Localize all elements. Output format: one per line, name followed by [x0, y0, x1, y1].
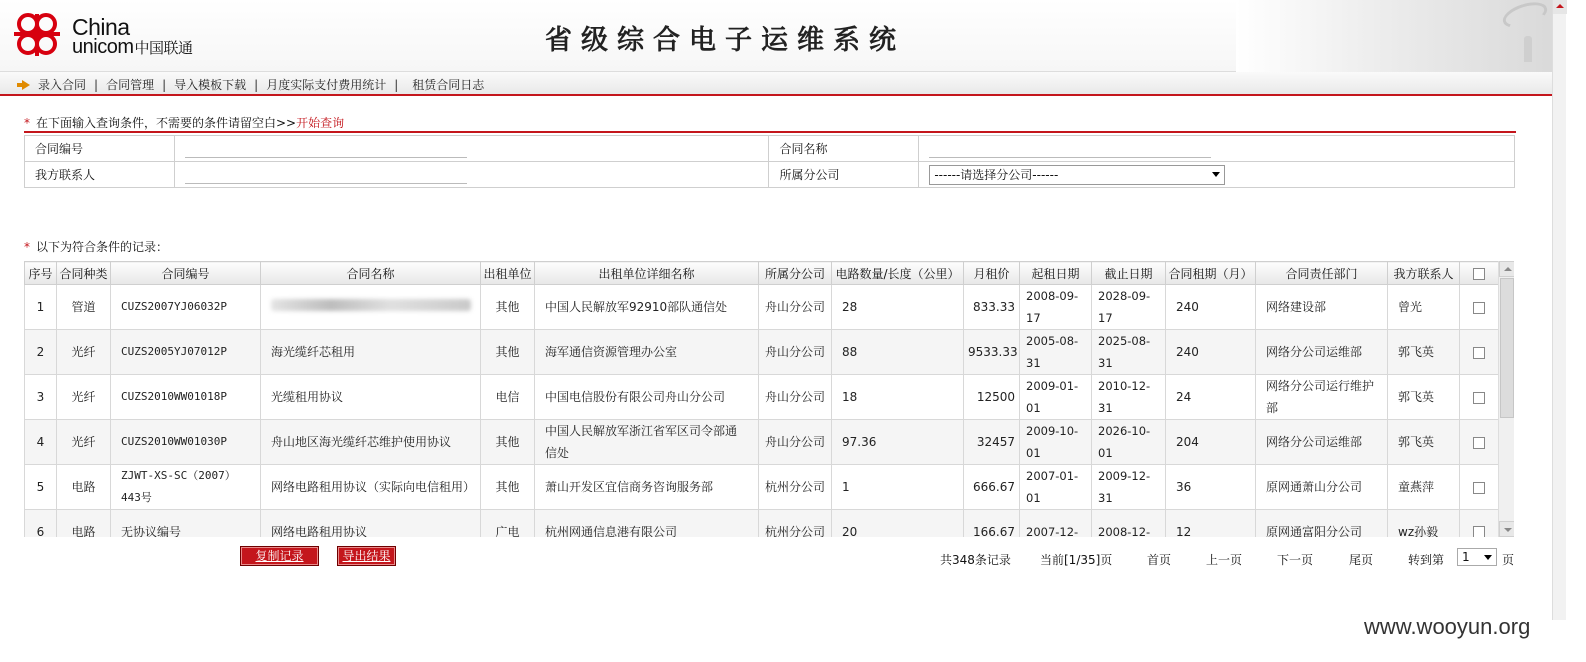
query-form	[24, 135, 1515, 188]
cell-name: 网络电路租用协议（实际向电信租用）	[261, 465, 481, 510]
query-instruction-text: 在下面输入查询条件，不需要的条件请留空白>>	[36, 116, 297, 130]
cell-select	[1460, 330, 1499, 375]
pager-last-link[interactable]: 尾页	[1349, 553, 1374, 567]
pager-goto-label: 转到第	[1408, 553, 1445, 567]
cell-start: 2008-09-17	[1020, 285, 1092, 330]
col-header-name: 合同名称	[261, 262, 481, 285]
cell-select	[1460, 510, 1499, 538]
scroll-up-icon[interactable]	[1553, 0, 1567, 14]
logo-text-unicom-en: unicom	[72, 36, 134, 58]
cell-name	[261, 285, 481, 330]
cell-no: 4	[25, 420, 57, 465]
figure-decoration-icon	[1524, 36, 1532, 62]
cell-qty: 20	[832, 510, 964, 538]
nav-separator: |	[94, 77, 99, 92]
watermark: www.wooyun.org	[1364, 614, 1531, 639]
nav-separator: |	[162, 77, 167, 92]
cell-price: 666.67	[964, 465, 1020, 510]
contact-input[interactable]	[185, 166, 467, 184]
chevron-down-icon	[1212, 172, 1220, 177]
query-instruction	[24, 114, 344, 131]
row-checkbox[interactable]	[1473, 392, 1485, 404]
branch-select[interactable]	[929, 165, 1225, 185]
cell-no: 1	[25, 285, 57, 330]
results-heading	[24, 238, 168, 255]
col-header-start: 起租日期	[1020, 262, 1092, 285]
app-header	[0, 0, 1566, 72]
cell-select	[1460, 375, 1499, 420]
cell-no: 5	[25, 465, 57, 510]
cell-dept: 网络分公司运维部	[1256, 420, 1388, 465]
pager-prev-link[interactable]: 上一页	[1206, 553, 1243, 567]
col-header-contact: 我方联系人	[1388, 262, 1460, 285]
cell-dept: 网络分公司运维部	[1256, 330, 1388, 375]
cell-lessor-detail: 萧山开发区宜信商务咨询服务部	[535, 465, 759, 510]
cell-name: 海光缆纤芯租用	[261, 330, 481, 375]
col-header-no: 序号	[25, 262, 57, 285]
cell-type: 电路	[57, 465, 111, 510]
cell-term: 204	[1166, 420, 1256, 465]
cell-lessor: 其他	[481, 420, 535, 465]
unicom-knot-icon	[6, 10, 68, 60]
cell-price: 9533.33	[964, 330, 1020, 375]
cell-name: 网络电路租用协议	[261, 510, 481, 538]
col-header-lessor-detail: 出租单位详细名称	[535, 262, 759, 285]
col-header-qty: 电路数量/长度（公里）	[832, 262, 964, 285]
cell-code: CUZS2005YJ07012P	[111, 330, 261, 375]
cell-dept: 网络分公司运行维护部	[1256, 375, 1388, 420]
cell-price: 166.67	[964, 510, 1020, 538]
col-header-select	[1460, 262, 1499, 285]
cell-lessor-detail: 海军通信资源管理办公室	[535, 330, 759, 375]
required-star-icon: *	[24, 239, 30, 254]
cell-start: 2009-10-01	[1020, 420, 1092, 465]
cell-start: 2009-01-01	[1020, 375, 1092, 420]
cell-code: CUZS2007YJ06032P	[111, 285, 261, 330]
col-header-branch: 所属分公司	[759, 262, 832, 285]
cell-start: 2005-08-31	[1020, 330, 1092, 375]
table-row	[25, 420, 1499, 465]
cell-lessor-detail: 中国人民解放军92910部队通信处	[535, 285, 759, 330]
cell-type: 电路	[57, 510, 111, 538]
cell-price: 12500	[964, 375, 1020, 420]
pager-page-suffix: 页	[1502, 553, 1515, 567]
unicom-logo	[6, 10, 236, 60]
cell-lessor-detail: 杭州网通信息港有限公司	[535, 510, 759, 538]
cell-branch: 杭州分公司	[759, 510, 832, 538]
cell-qty: 28	[832, 285, 964, 330]
contract-no-input[interactable]	[185, 140, 467, 158]
cell-lessor-detail: 中国电信股份有限公司舟山分公司	[535, 375, 759, 420]
col-header-type: 合同种类	[57, 262, 111, 285]
cell-no: 2	[25, 330, 57, 375]
cell-qty: 88	[832, 330, 964, 375]
query-divider	[24, 131, 1516, 133]
branch-select-value: ------请选择分公司------	[934, 168, 1059, 182]
table-row	[25, 465, 1499, 510]
cell-end: 2008-12-	[1092, 510, 1166, 538]
logo-text-china: China	[72, 14, 130, 40]
cell-lessor-detail: 中国人民解放军浙江省军区司令部通信处	[535, 420, 759, 465]
logo-text-unicom-cn: 中国联通	[134, 40, 193, 57]
cell-lessor: 广电	[481, 510, 535, 538]
contract-name-label: 合同名称	[769, 136, 919, 162]
top-nav	[0, 72, 1566, 96]
redacted-text	[271, 299, 471, 311]
branch-label: 所属分公司	[769, 162, 919, 188]
copy-records-button[interactable]: 复制记录	[240, 546, 319, 566]
nav-item-contract-management[interactable]: 合同管理	[106, 78, 155, 92]
cell-qty: 18	[832, 375, 964, 420]
row-checkbox[interactable]	[1473, 347, 1485, 359]
cell-contact: 郭飞英	[1388, 330, 1460, 375]
chevron-down-icon	[1484, 555, 1492, 560]
cell-type: 光纤	[57, 330, 111, 375]
cell-branch: 舟山分公司	[759, 375, 832, 420]
col-header-code: 合同编号	[111, 262, 261, 285]
cell-branch: 舟山分公司	[759, 285, 832, 330]
cell-price: 32457	[964, 420, 1020, 465]
cell-type: 光纤	[57, 375, 111, 420]
cell-dept: 网络建设部	[1256, 285, 1388, 330]
page-number-value: 1	[1462, 550, 1470, 564]
cell-end: 2026-10-01	[1092, 420, 1166, 465]
cell-qty: 97.36	[832, 420, 964, 465]
cell-lessor: 其他	[481, 465, 535, 510]
cell-name: 光缆租用协议	[261, 375, 481, 420]
cell-branch: 杭州分公司	[759, 465, 832, 510]
nav-separator: |	[254, 77, 259, 92]
table-row	[25, 285, 1499, 330]
nav-item-template-download[interactable]: 导入模板下载	[174, 78, 247, 92]
cell-price: 833.33	[964, 285, 1020, 330]
required-star-icon: *	[24, 115, 30, 130]
cell-select	[1460, 285, 1499, 330]
page-scrollbar[interactable]	[1552, 0, 1566, 620]
pager-total: 共348条记录	[940, 553, 1011, 567]
col-header-term: 合同租期（月）	[1166, 262, 1256, 285]
nav-item-lease-contract-log[interactable]: 租赁合同日志	[412, 78, 485, 92]
row-checkbox[interactable]	[1473, 302, 1485, 314]
cell-code: CUZS2010WW01018P	[111, 375, 261, 420]
col-header-dept: 合同责任部门	[1256, 262, 1388, 285]
scroll-up-icon[interactable]	[1499, 261, 1514, 277]
cell-no: 6	[25, 510, 57, 538]
start-query-link[interactable]: 开始查询	[296, 116, 345, 130]
results-table	[24, 261, 1499, 537]
page-number-select[interactable]	[1457, 548, 1497, 566]
cell-code: 无协议编号	[111, 510, 261, 538]
nav-item-enter-contract[interactable]: 录入合同	[38, 78, 87, 92]
cell-term: 240	[1166, 330, 1256, 375]
cell-term: 36	[1166, 465, 1256, 510]
logo-text-unicom	[72, 37, 193, 59]
cell-lessor: 电信	[481, 375, 535, 420]
table-scrollbar[interactable]	[1498, 261, 1514, 537]
row-checkbox[interactable]	[1473, 437, 1485, 449]
cell-contact: wz孙毅	[1388, 510, 1460, 538]
cell-code: ZJWT-XS-SC（2007）443号	[111, 465, 261, 510]
scroll-thumb[interactable]	[1500, 278, 1514, 418]
header-decoration	[1236, 0, 1566, 72]
cell-select	[1460, 420, 1499, 465]
cell-branch: 舟山分公司	[759, 330, 832, 375]
cell-end: 2010-12-31	[1092, 375, 1166, 420]
row-checkbox[interactable]	[1473, 482, 1485, 494]
swoosh-decoration-icon	[1500, 0, 1551, 33]
results-table-container	[24, 261, 1514, 537]
arrow-right-icon	[22, 80, 30, 90]
cell-lessor: 其他	[481, 285, 535, 330]
nav-separator: |	[394, 77, 399, 92]
cell-contact: 曾光	[1388, 285, 1460, 330]
pager-current: 当前[1/35]页	[1040, 553, 1113, 567]
cell-dept: 原网通富阳分公司	[1256, 510, 1388, 538]
cell-end: 2009-12-31	[1092, 465, 1166, 510]
col-header-price: 月租价	[964, 262, 1020, 285]
cell-end: 2025-08-31	[1092, 330, 1166, 375]
cell-start: 2007-12-	[1020, 510, 1092, 538]
system-title: 省级综合电子运维系统	[545, 25, 905, 56]
col-header-lessor: 出租单位	[481, 262, 535, 285]
table-row	[25, 375, 1499, 420]
cell-contact: 童燕萍	[1388, 465, 1460, 510]
results-header-row	[25, 262, 1499, 285]
contact-label: 我方联系人	[25, 162, 175, 188]
nav-item-monthly-payment-stats[interactable]: 月度实际支付费用统计	[266, 78, 387, 92]
col-header-end: 截止日期	[1092, 262, 1166, 285]
contract-no-label: 合同编号	[25, 136, 175, 162]
cell-start: 2007-01-01	[1020, 465, 1092, 510]
cell-select	[1460, 465, 1499, 510]
results-title: 以下为符合条件的记录：	[36, 240, 169, 254]
cell-branch: 舟山分公司	[759, 420, 832, 465]
table-row	[25, 330, 1499, 375]
scroll-down-icon[interactable]	[1499, 521, 1514, 537]
table-row	[25, 510, 1499, 538]
row-checkbox[interactable]	[1473, 526, 1485, 537]
cell-code: CUZS2010WW01030P	[111, 420, 261, 465]
cell-term: 12	[1166, 510, 1256, 538]
cell-contact: 郭飞英	[1388, 375, 1460, 420]
export-results-button[interactable]: 导出结果	[337, 546, 396, 566]
cell-term: 240	[1166, 285, 1256, 330]
cell-contact: 郭飞英	[1388, 420, 1460, 465]
select-all-checkbox[interactable]	[1473, 268, 1485, 280]
cell-no: 3	[25, 375, 57, 420]
contract-name-input[interactable]	[929, 140, 1211, 158]
pager-next-link[interactable]: 下一页	[1277, 553, 1314, 567]
cell-lessor: 其他	[481, 330, 535, 375]
pager-first-link[interactable]: 首页	[1147, 553, 1172, 567]
cell-term: 24	[1166, 375, 1256, 420]
cell-type: 光纤	[57, 420, 111, 465]
cell-qty: 1	[832, 465, 964, 510]
cell-dept: 原网通萧山分公司	[1256, 465, 1388, 510]
cell-type: 管道	[57, 285, 111, 330]
cell-name: 舟山地区海光缆纤芯维护使用协议	[261, 420, 481, 465]
cell-end: 2028-09-17	[1092, 285, 1166, 330]
